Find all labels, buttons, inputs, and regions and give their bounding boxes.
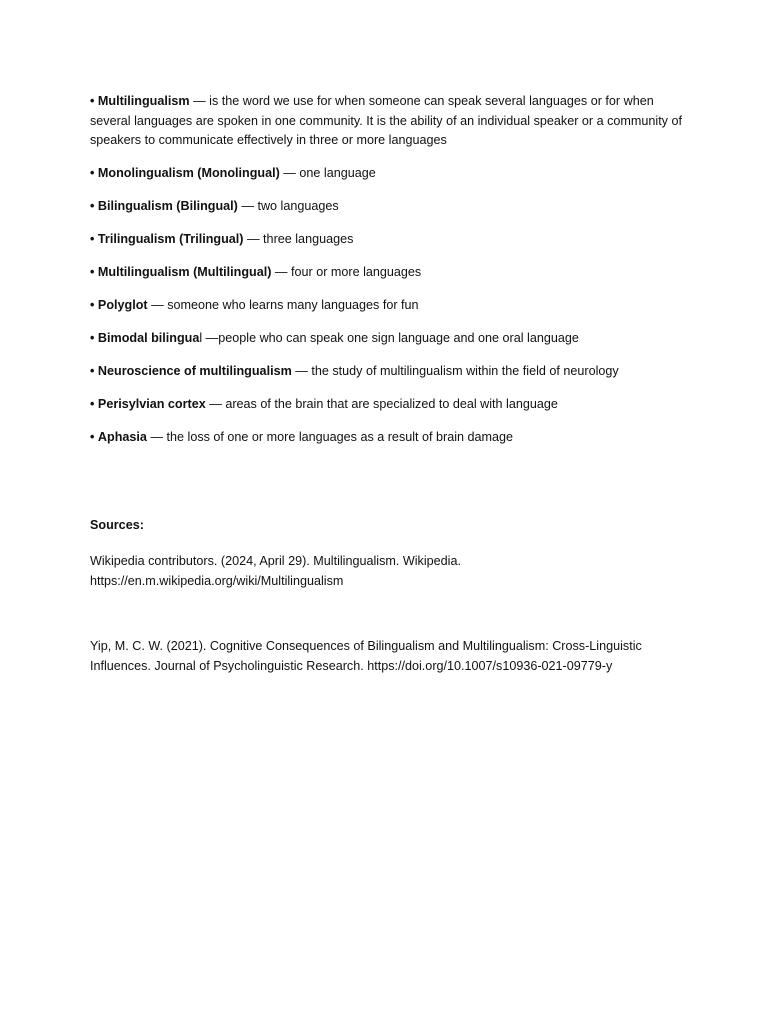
definition-item-perisylvian-cortex bbox=[90, 395, 690, 415]
term-label: Aphasia bbox=[97, 430, 147, 444]
citation-url: https://en.m.wikipedia.org/wiki/Multilingualism bbox=[90, 573, 344, 588]
definition-item-polyglot bbox=[90, 296, 690, 316]
citation-url: Influences. Journal of Psycholinguistic Research. https://doi.org/10.1007/s10936-021-09779-y bbox=[90, 658, 613, 673]
term-label: Multilingualism (Multilingual) bbox=[97, 265, 272, 279]
term-definition: — the loss of one or more languages as a result of brain damage bbox=[146, 430, 514, 444]
term-bullet: • bbox=[90, 166, 95, 180]
definition-item-trilingualism bbox=[90, 230, 690, 250]
term-label: Neuroscience of multilingualism bbox=[97, 364, 292, 378]
definition-item-bilingualism bbox=[90, 197, 690, 217]
term-definition: — four or more languages bbox=[271, 265, 422, 279]
source-citation-yip bbox=[90, 637, 690, 676]
term-bullet: • bbox=[90, 199, 95, 213]
term-bullet: • bbox=[90, 397, 95, 411]
term-bullet: • bbox=[90, 364, 95, 378]
sources-heading: Sources: bbox=[90, 517, 144, 532]
term-bullet: • bbox=[90, 232, 95, 246]
term-definition: — two languages bbox=[237, 199, 339, 213]
term-label: Perisylvian cortex bbox=[97, 397, 206, 411]
term-bullet: • bbox=[90, 94, 95, 108]
term-definition: — three languages bbox=[243, 232, 354, 246]
term-definition: — areas of the brain that are specialized to deal with language bbox=[205, 397, 558, 411]
definition-item-multilingualism bbox=[90, 92, 690, 151]
definition-item-neuroscience bbox=[90, 362, 690, 382]
definition-item-monolingualism bbox=[90, 164, 690, 184]
term-bullet: • bbox=[90, 265, 95, 279]
term-bullet: • bbox=[90, 331, 95, 345]
term-label: Bimodal bilingua bbox=[97, 331, 200, 345]
term-label: Polyglot bbox=[97, 298, 148, 312]
term-definition: — the study of multilingualism within the field of neurology bbox=[291, 364, 619, 378]
definition-item-aphasia bbox=[90, 428, 690, 448]
term-label: Bilingualism (Bilingual) bbox=[97, 199, 238, 213]
citation-line: Yip, M. C. W. (2021). Cognitive Consequences of Bilingualism and Multilingualism: Cross-Linguistic bbox=[90, 639, 642, 653]
citation-line: Wikipedia contributors. (2024, April 29). Multilingualism. Wikipedia. bbox=[90, 554, 461, 568]
term-label: Monolingualism (Monolingual) bbox=[97, 166, 280, 180]
term-bullet: • bbox=[90, 298, 95, 312]
source-citation-wikipedia bbox=[90, 552, 690, 591]
term-bullet: • bbox=[90, 430, 95, 444]
term-label: Multilingualism bbox=[97, 94, 190, 108]
term-definition: — is the word we use for when someone can speak several languages or for when several languages are spoken in one community. It is the ability of an individual speaker or a community of speakers to communicate effectively in three or more languages bbox=[90, 94, 682, 147]
term-label: Trilingualism (Trilingual) bbox=[97, 232, 244, 246]
term-definition: l —people who can speak one sign language and one oral language bbox=[199, 331, 579, 345]
definition-item-multilingual bbox=[90, 263, 690, 283]
term-definition: — one language bbox=[279, 166, 376, 180]
document-page bbox=[90, 92, 690, 676]
term-definition: — someone who learns many languages for fun bbox=[147, 298, 419, 312]
definition-item-bimodal-bilingual bbox=[90, 329, 690, 349]
